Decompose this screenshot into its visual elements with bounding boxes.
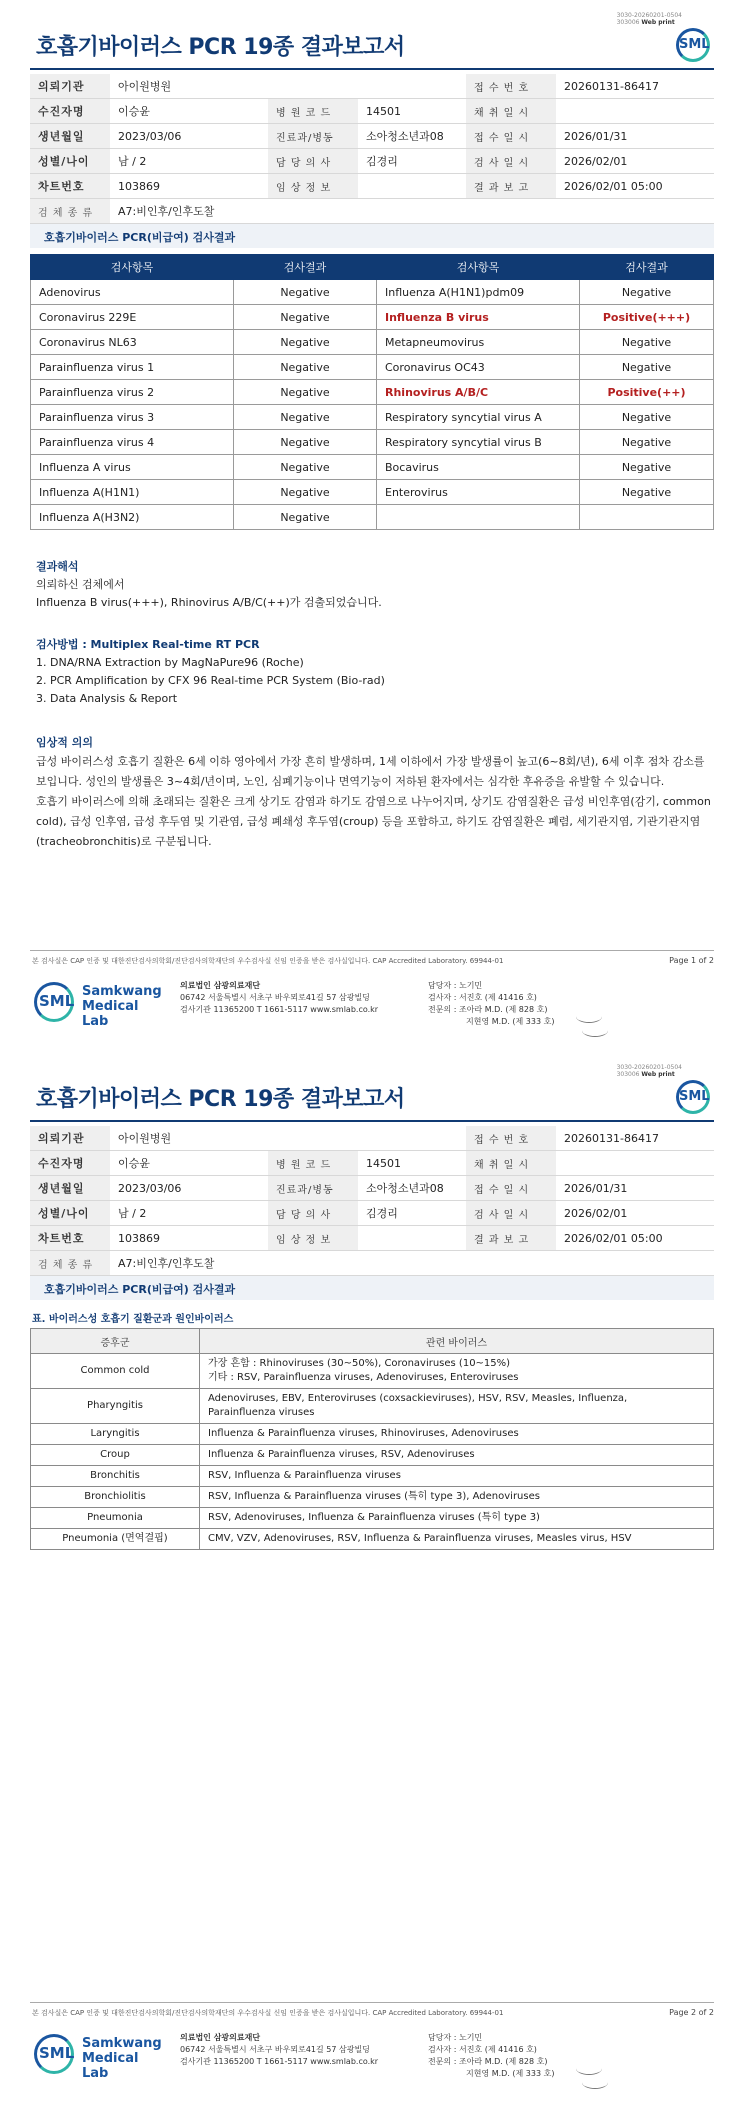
test-result: Negative bbox=[580, 480, 714, 505]
sml-logo: SML bbox=[676, 1080, 716, 1114]
report-date: 2026/02/01 05:00 bbox=[556, 174, 714, 199]
report-page-2 bbox=[0, 1052, 744, 2104]
test-item: Influenza A virus bbox=[31, 455, 234, 480]
syndrome-name: Laryngitis bbox=[31, 1424, 200, 1445]
method-steps: 1. DNA/RNA Extraction by MagNaPure96 (Roche) 2. PCR Amplification by CFX 96 Real-time PCR System (Bio-rad) 3. Data Analysis & Report bbox=[36, 656, 385, 705]
test-result: Negative bbox=[234, 355, 377, 380]
signature bbox=[576, 1010, 602, 1023]
test-item: Respiratory syncytial virus B bbox=[377, 430, 580, 455]
test-item: Influenza A(H1N1) bbox=[31, 480, 234, 505]
table-row bbox=[31, 455, 714, 480]
collect-date bbox=[556, 99, 714, 124]
page-number: Page 1 of 2 bbox=[669, 956, 714, 965]
test-result: Negative bbox=[580, 355, 714, 380]
test-result: Negative bbox=[234, 305, 377, 330]
signature bbox=[576, 2062, 602, 2075]
chart-no: 103869 bbox=[110, 174, 268, 199]
test-result bbox=[580, 505, 714, 530]
test-result: Negative bbox=[234, 480, 377, 505]
test-item: Influenza A(H3N2) bbox=[31, 505, 234, 530]
table-row bbox=[31, 1508, 714, 1529]
interpretation-text: 의뢰하신 검체에서 Influenza B virus(+++), Rhinovirus A/B/C(++)가 검출되었습니다. bbox=[36, 578, 382, 609]
test-result: Negative bbox=[580, 430, 714, 455]
receipt-date: 2026/01/31 bbox=[556, 124, 714, 149]
test-result: Negative bbox=[234, 455, 377, 480]
department: 소아청소년과08 bbox=[358, 124, 466, 149]
table-row bbox=[31, 1487, 714, 1508]
test-result: Negative bbox=[234, 330, 377, 355]
test-result: Negative bbox=[580, 280, 714, 305]
sml-logo: SML bbox=[676, 28, 716, 62]
table-row bbox=[31, 505, 714, 530]
test-result: Negative bbox=[580, 330, 714, 355]
institution: 아이원병원 bbox=[110, 74, 466, 99]
lab-address: 의료법인 삼광의료재단 06742 서울특별시 서초구 바우뫼로41길 57 삼광빌딩 검사기관 11365200 T 1661-5117 www.smlab.co.kr bbox=[180, 2033, 379, 2066]
specimen: A7:비인후/인후도찰 bbox=[110, 199, 714, 224]
test-result: Negative bbox=[234, 505, 377, 530]
related-viruses: RSV, Adenoviruses, Influenza & Parainfluenza viruses (특히 type 3) bbox=[200, 1508, 714, 1529]
signature bbox=[582, 1024, 608, 1037]
results-table: 검사항목 검사결과 검사항목 검사결과 Adenovirus Negative Influenza A(H1N1)pdm09 Negative Coronavirus 229E Negative Influenza B virus Positive(+++) Coronavirus NL63 Negative Metapneumovirus Negative Parainfluenza virus 1 Negative Coronavirus OC43 Negative Parainfluenza virus 2 Negative Rhinovirus A/B/C Positive(++) Parainfluenza virus 3 Negative Respiratory syncytial virus A Negative Parainfluenza virus 4 Negative Respiratory syncytial virus B Negative Influenza A virus Negative Bocavirus Negative Influenza A(H1N1) Negative Enterovirus Negative Influenza A(H3N2) Negative bbox=[30, 254, 714, 530]
test-date: 2026/02/01 bbox=[556, 149, 714, 174]
test-item: Coronavirus 229E bbox=[31, 305, 234, 330]
related-viruses: Adenoviruses, EBV, Enteroviruses (coxsackieviruses), HSV, RSV, Measles, Influenza, Parainfluenza viruses bbox=[200, 1389, 714, 1424]
test-item: Influenza A(H1N1)pdm09 bbox=[377, 280, 580, 305]
interpretation-heading: 결과해석 bbox=[36, 560, 79, 573]
test-item: Enterovirus bbox=[377, 480, 580, 505]
table-row bbox=[31, 380, 714, 405]
receipt-no: 20260131-86417 bbox=[556, 74, 714, 99]
table-row bbox=[31, 480, 714, 505]
table-caption: 표. 바이러스성 호흡기 질환군과 원인바이러스 bbox=[32, 1314, 234, 1325]
table-row bbox=[31, 280, 714, 305]
accreditation-note: 본 검사실은 CAP 인증 및 대한진단검사의학회/진단검사의학재단의 우수검사실 신임 인증을 받은 검사실입니다. CAP Accredited Laboratory. 69944-01 bbox=[32, 957, 504, 965]
test-item: Rhinovirus A/B/C bbox=[377, 380, 580, 405]
table-row bbox=[31, 430, 714, 455]
test-result: Negative bbox=[234, 380, 377, 405]
test-item: Coronavirus OC43 bbox=[377, 355, 580, 380]
syndrome-name: Croup bbox=[31, 1445, 200, 1466]
patient-name: 이승윤 bbox=[110, 99, 268, 124]
syndrome-name: Bronchiolitis bbox=[31, 1487, 200, 1508]
test-result: Negative bbox=[580, 405, 714, 430]
syndrome-name: Common cold bbox=[31, 1354, 200, 1389]
dob: 2023/03/06 bbox=[110, 124, 268, 149]
related-viruses: CMV, VZV, Adenoviruses, RSV, Influenza & Parainfluenza viruses, Measles virus, HSV bbox=[200, 1529, 714, 1550]
test-item: Coronavirus NL63 bbox=[31, 330, 234, 355]
patient-info-table: 의뢰기관 아이원병원 접 수 번 호 20260131-86417 수진자명 이승윤 병 원 코 드 14501 채 취 일 시 생년월일 2023/03/06 진료과/병동 소아청소년과08 접 수 일 시 2026/01/31 성별/나이 남 / 2 담 당 의 사 김경리 검 사 일 시 2026/02/01 차트번호 103869 임 상 정 보 결 과 보 고 2026/02/01 05:00 검 체 종 류 A7:비인후/인후도찰 bbox=[30, 74, 714, 224]
table-row bbox=[31, 1466, 714, 1487]
test-item: Metapneumovirus bbox=[377, 330, 580, 355]
test-result: Negative bbox=[234, 405, 377, 430]
patient-info-table: 의뢰기관 아이원병원 접 수 번 호 20260131-86417 수진자명 이승윤 병 원 코 드 14501 채 취 일 시 생년월일 2023/03/06 진료과/병동 소아청소년과08 접 수 일 시 2026/01/31 성별/나이 남 / 2 담 당 의 사 김경리 검 사 일 시 2026/02/01 차트번호 103869 임 상 정 보 결 과 보 고 2026/02/01 05:00 검 체 종 류 A7:비인후/인후도찰 bbox=[30, 1126, 714, 1276]
syndrome-name: Pneumonia (면역결핍) bbox=[31, 1529, 200, 1550]
test-result: Negative bbox=[580, 455, 714, 480]
table-row bbox=[31, 1529, 714, 1550]
syndrome-name: Pharyngitis bbox=[31, 1389, 200, 1424]
table-row bbox=[31, 1445, 714, 1466]
table-row bbox=[31, 330, 714, 355]
doctor: 김경리 bbox=[358, 149, 466, 174]
lab-address: 의료법인 삼광의료재단 06742 서울특별시 서초구 바우뫼로41길 57 삼광빌딩 검사기관 11365200 T 1661-5117 www.smlab.co.kr bbox=[180, 981, 379, 1014]
hospital-code: 14501 bbox=[358, 99, 466, 124]
print-code: 3030-20260201-0504 303006 Web print bbox=[616, 12, 682, 26]
test-item: Respiratory syncytial virus A bbox=[377, 405, 580, 430]
test-result: Positive(+++) bbox=[580, 305, 714, 330]
print-code: 3030-20260201-0504 303006 Web print bbox=[616, 1064, 682, 1078]
table-row bbox=[31, 1354, 714, 1389]
sex-age: 남 / 2 bbox=[110, 149, 268, 174]
samkwang-logo: SML Samkwang Medical Lab bbox=[34, 2032, 164, 2076]
clinical-heading: 임상적 의의 bbox=[36, 736, 93, 749]
table-row bbox=[31, 1389, 714, 1424]
test-item: Bocavirus bbox=[377, 455, 580, 480]
test-item bbox=[377, 505, 580, 530]
test-item: Parainfluenza virus 3 bbox=[31, 405, 234, 430]
lab-staff: 담당자 : 노기민 검사자 : 서진호 (제 41416 호) 전문의 : 조아라 M.D. (제 828 호) 지현영 M.D. (제 333 호) bbox=[428, 2033, 555, 2078]
table-row bbox=[31, 355, 714, 380]
test-result: Negative bbox=[234, 280, 377, 305]
syndrome-virus-table: 증후군 관련 바이러스 Common cold 가장 흔함 : Rhinoviruses (30~50%), Coronaviruses (10~15%) 기타 : RSV, Parainfluenza viruses, Adenoviruses, Enteroviruses Pharyngitis Adenoviruses, EBV, Enteroviruses (coxsackieviruses), HSV, RSV, Measles, Influenza, Parainfluenza viruses Laryngitis Influenza & Parainfluenza viruses, Rhinoviruses, Adenoviruses Croup Influenza & Parainfluenza viruses, RSV, Adenoviruses Bronchitis RSV, Influenza & Parainfluenza viruses Bronchiolitis RSV, Influenza & Parainfluenza viruses (특히 type 3), Adenoviruses Pneumonia RSV, Adenoviruses, Influenza & Parainfluenza viruses (특히 type 3) Pneumonia (면역결핍) CMV, VZV, Adenoviruses, RSV, Influenza & Parainfluenza viruses, Measles virus, HSV bbox=[30, 1328, 714, 1550]
table-row bbox=[31, 405, 714, 430]
related-viruses: 가장 흔함 : Rhinoviruses (30~50%), Coronaviruses (10~15%) 기타 : RSV, Parainfluenza viruses, Adenoviruses, Enteroviruses bbox=[200, 1354, 714, 1389]
test-item: Parainfluenza virus 2 bbox=[31, 380, 234, 405]
related-viruses: RSV, Influenza & Parainfluenza viruses (특히 type 3), Adenoviruses bbox=[200, 1487, 714, 1508]
section-title-bar: 호흡기바이러스 PCR(비급여) 검사결과 bbox=[30, 1276, 714, 1300]
test-result: Negative bbox=[234, 430, 377, 455]
accreditation-note: 본 검사실은 CAP 인증 및 대한진단검사의학회/진단검사의학재단의 우수검사실 신임 인증을 받은 검사실입니다. CAP Accredited Laboratory. 69944-01 bbox=[32, 2009, 504, 2017]
report-title: 호흡기바이러스 PCR 19종 결과보고서 bbox=[36, 1087, 405, 1112]
table-row bbox=[31, 1424, 714, 1445]
syndrome-name: Pneumonia bbox=[31, 1508, 200, 1529]
page-number: Page 2 of 2 bbox=[669, 2008, 714, 2017]
related-viruses: Influenza & Parainfluenza viruses, Rhinoviruses, Adenoviruses bbox=[200, 1424, 714, 1445]
test-result: Positive(++) bbox=[580, 380, 714, 405]
report-title: 호흡기바이러스 PCR 19종 결과보고서 bbox=[36, 35, 405, 60]
method-heading: 검사방법 : Multiplex Real-time RT PCR bbox=[36, 638, 260, 651]
test-item: Adenovirus bbox=[31, 280, 234, 305]
clinical-text: 급성 바이러스성 호흡기 질환은 6세 이하 영아에서 가장 흔히 발생하며, 1세 이하에서 가장 발생률이 높고(6~8회/년), 6세 이후 점차 감소를 보입니다. 성인의 발생률은 3~4회/년이며, 노인, 심폐기능이나 면역기능이 저하된 환자에서는 심각한 후유증을 유발할 수 있습니다. 호흡기 바이러스에 의해 초래되는 질환은 크게 상기도 감염과 하기도 감염으로 나누어지며, 상기도 감염질환은 급성 비인후염(감기, common cold), 급성 인후염, 급성 후두염 및 기관염, 급성 폐쇄성 후두염(croup) 등을 포함하고, 하기도 감염질환은 폐렴, 세기관지염, 기관기관지염(tracheobronchitis)로 구분됩니다. bbox=[36, 755, 711, 848]
related-viruses: RSV, Influenza & Parainfluenza viruses bbox=[200, 1466, 714, 1487]
syndrome-name: Bronchitis bbox=[31, 1466, 200, 1487]
test-item: Parainfluenza virus 1 bbox=[31, 355, 234, 380]
table-row bbox=[31, 305, 714, 330]
test-item: Influenza B virus bbox=[377, 305, 580, 330]
related-viruses: Influenza & Parainfluenza viruses, RSV, Adenoviruses bbox=[200, 1445, 714, 1466]
samkwang-logo: SML Samkwang Medical Lab bbox=[34, 980, 164, 1024]
test-item: Parainfluenza virus 4 bbox=[31, 430, 234, 455]
signature bbox=[582, 2076, 608, 2089]
lab-staff: 담당자 : 노기민 검사자 : 서진호 (제 41416 호) 전문의 : 조아라 M.D. (제 828 호) 지현영 M.D. (제 333 호) bbox=[428, 981, 555, 1026]
clinical-info bbox=[358, 174, 466, 199]
section-title-bar: 호흡기바이러스 PCR(비급여) 검사결과 bbox=[30, 224, 714, 248]
